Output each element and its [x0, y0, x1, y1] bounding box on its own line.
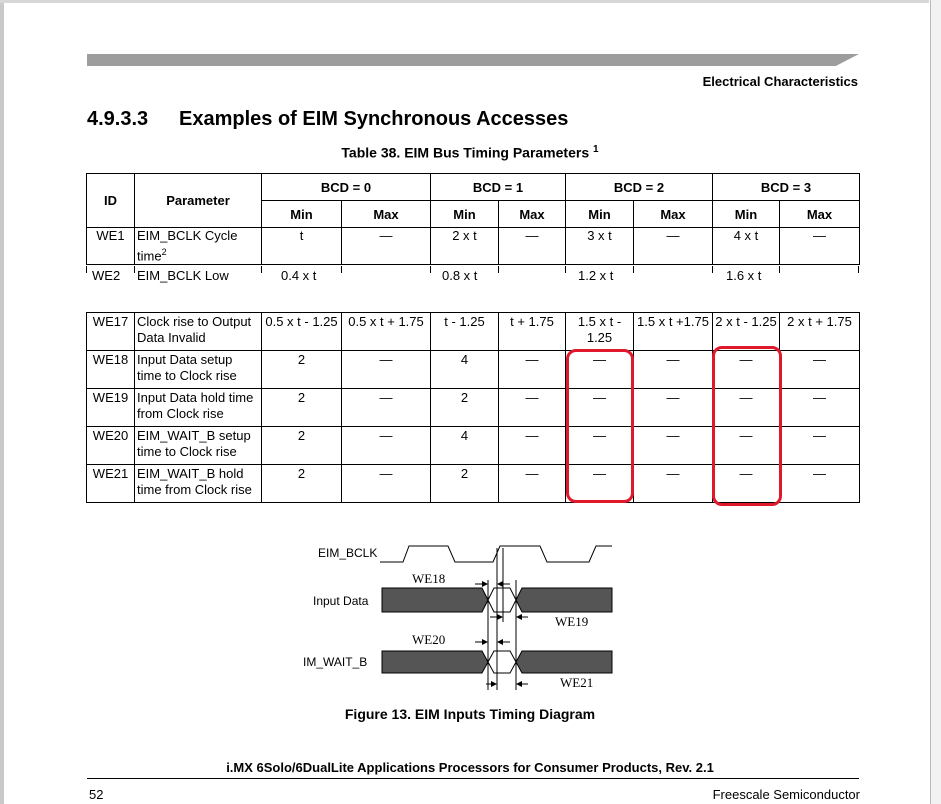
table-caption-note: 1: [593, 144, 599, 155]
arrowhead: [482, 581, 488, 587]
cell: —: [342, 427, 431, 465]
cell: 2: [262, 389, 342, 427]
cell: —: [634, 389, 713, 427]
group-header: BCD = 2: [566, 174, 713, 201]
signal-label-input-data: Input Data: [313, 594, 369, 608]
cell: t - 1.25: [431, 313, 499, 351]
timing-label-we19: WE19: [555, 614, 589, 629]
cell: —: [634, 427, 713, 465]
input-data-valid-after: [516, 588, 612, 612]
cell: —: [342, 389, 431, 427]
row-param: EIM_WAIT_B setup time to Clock rise: [135, 427, 262, 465]
row-param: Input Data setup time to Clock rise: [135, 351, 262, 389]
cell: 2 x t: [431, 228, 499, 265]
cell: —: [634, 228, 713, 265]
wait-valid-before: [382, 651, 488, 673]
cell: 2 x t - 1.25: [713, 313, 780, 351]
cell: —: [713, 389, 780, 427]
arrowhead: [516, 681, 522, 687]
max-header: Max: [780, 201, 860, 228]
row-id: WE19: [87, 389, 135, 427]
cell: 1.5 x t - 1.25: [566, 313, 634, 351]
cell: —: [713, 351, 780, 389]
cell: —: [780, 389, 860, 427]
cell: —: [780, 351, 860, 389]
min-header: Min: [262, 201, 342, 228]
cell: —: [780, 465, 860, 503]
arrowhead: [482, 639, 488, 645]
min-header: Min: [713, 201, 780, 228]
row-param-text: EIM_BCLK Cycle time: [137, 228, 238, 264]
table-caption-text: Table 38. EIM Bus Timing Parameters: [341, 144, 590, 161]
row-param: EIM_WAIT_B hold time from Clock rise: [135, 465, 262, 503]
arrowhead: [491, 681, 497, 687]
signal-label-bclk: EIM_BCLK: [318, 546, 378, 560]
footer-rule: [87, 778, 859, 779]
cell: —: [713, 465, 780, 503]
cell: —: [566, 389, 634, 427]
cell: —: [634, 351, 713, 389]
section-number: 4.9.3.3: [87, 108, 149, 130]
cell: 2: [262, 465, 342, 503]
cell: 2: [262, 351, 342, 389]
cell: 0.5 x t + 1.75: [342, 313, 431, 351]
group-header: BCD = 1: [431, 174, 566, 201]
cell: —: [499, 351, 566, 389]
row-param-note: 2: [161, 247, 167, 257]
page-number: 52: [89, 787, 104, 802]
arrowhead: [497, 614, 503, 620]
cell: —: [634, 465, 713, 503]
cell: —: [499, 389, 566, 427]
cell: —: [499, 465, 566, 503]
cell: —: [566, 427, 634, 465]
cell: —: [342, 351, 431, 389]
cell: 4: [431, 351, 499, 389]
row-id: WE20: [87, 427, 135, 465]
row-id: WE21: [87, 465, 135, 503]
row-param: Input Data hold time from Clock rise: [135, 389, 262, 427]
col-param-header: Parameter: [135, 174, 262, 228]
cell: —: [566, 351, 634, 389]
cell: t + 1.75: [499, 313, 566, 351]
row-id: WE18: [87, 351, 135, 389]
max-header: Max: [342, 201, 431, 228]
max-header: Max: [634, 201, 713, 228]
signal-label-wait: IM_WAIT_B: [303, 655, 368, 669]
cell: 0.5 x t - 1.25: [262, 313, 342, 351]
footer-company: Freescale Semiconductor: [712, 787, 860, 802]
footer-title: i.MX 6Solo/6DualLite Applications Processors for Consumer Products, Rev. 2.1: [226, 760, 714, 775]
wait-window: [488, 651, 516, 673]
cell: —: [780, 228, 860, 265]
cell: 1.5 x t +1.75: [634, 313, 713, 351]
row-id: WE2: [92, 268, 121, 283]
row-id: WE17: [87, 313, 135, 351]
cell: —: [342, 228, 431, 265]
cell: t: [262, 228, 342, 265]
cell: —: [780, 427, 860, 465]
input-data-valid-before: [382, 588, 488, 612]
arrowhead: [497, 639, 503, 645]
cell: 2: [262, 427, 342, 465]
cell: —: [713, 427, 780, 465]
min-header: Min: [566, 201, 634, 228]
timing-label-we20: WE20: [412, 632, 446, 647]
cell: 4: [431, 427, 499, 465]
timing-label-we18: WE18: [412, 571, 446, 586]
cell: 0.4 x t: [281, 268, 317, 283]
cell: 1.2 x t: [578, 268, 614, 283]
cell: —: [499, 427, 566, 465]
timing-label-we21: WE21: [560, 675, 594, 690]
cell: 1.6 x t: [726, 268, 762, 283]
section-title: Examples of EIM Synchronous Accesses: [179, 108, 569, 130]
cell: —: [342, 465, 431, 503]
arrowhead: [497, 581, 503, 587]
running-header: Electrical Characteristics: [702, 74, 858, 89]
group-header: BCD = 0: [262, 174, 431, 201]
cell: 2: [431, 389, 499, 427]
max-header: Max: [499, 201, 566, 228]
row-id: WE1: [87, 228, 135, 265]
cell: 0.8 x t: [442, 268, 478, 283]
figure-caption: Figure 13. EIM Inputs Timing Diagram: [344, 706, 596, 722]
min-header: Min: [431, 201, 499, 228]
wait-valid-after: [516, 651, 612, 673]
cell: 2 x t + 1.75: [780, 313, 860, 351]
cell: 3 x t: [566, 228, 634, 265]
input-data-window: [488, 588, 516, 612]
cell: 2: [431, 465, 499, 503]
row-param: Clock rise to Output Data Invalid: [135, 313, 262, 351]
arrowhead: [516, 614, 522, 620]
cell: —: [499, 228, 566, 265]
group-header: BCD = 3: [713, 174, 860, 201]
col-id-header: ID: [87, 174, 135, 228]
cell: 4 x t: [713, 228, 780, 265]
clock-waveform: [380, 546, 612, 562]
row-param: EIM_BCLK Low: [137, 268, 229, 283]
cell: —: [566, 465, 634, 503]
